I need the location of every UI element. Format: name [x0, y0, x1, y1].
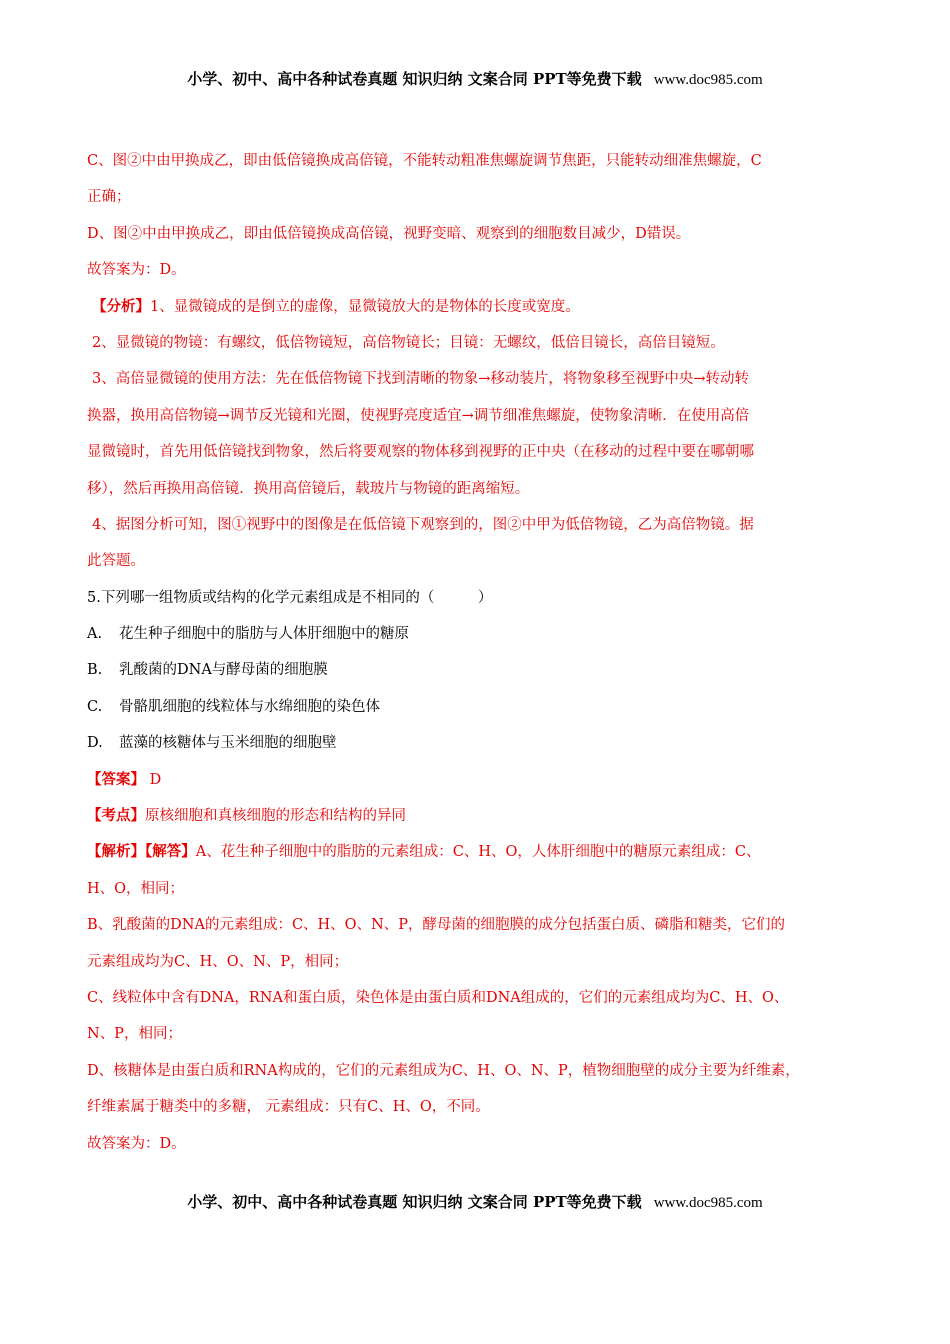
explanation-b-line1: B、乳酸菌的DNA的元素组成：C、H、O、N、P，酵母菌的细胞膜的成分包括蛋白质、磷脂和糖类，它们的: [87, 917, 786, 934]
header-banner-url[interactable]: www.doc985.com: [653, 72, 763, 88]
keypoint-text: 原核细胞和真核细胞的形态和结构的异同: [145, 808, 406, 825]
analysis-p3-line2: 换器，换用高倍物镜→调节反光镜和光圈，使视野亮度适宜→调节细准焦螺旋，使物象清晰．在使用高倍: [87, 407, 750, 424]
analysis-p3-line1: 3、高倍显微镜的使用方法：先在低倍物镜下找到清晰的物象→移动装片，将物象移至视野中央→转动转: [92, 371, 750, 388]
analysis-p1-text: 1、显微镜成的是倒立的虚像，显微镜放大的是物体的长度或宽度。: [150, 298, 580, 315]
option-a: [87, 616, 872, 652]
option-b-text: 乳酸菌的DNA与酵母菌的细胞膜: [119, 662, 328, 679]
prev-solution-c-line2: 正确；: [87, 189, 131, 206]
prev-solution-c-line1: C、图②中由甲换成乙，即由低倍镜换成高倍镜，不能转动粗准焦螺旋调节焦距，只能转动细准焦螺旋，C: [87, 153, 762, 169]
option-d-letter: D.: [87, 735, 103, 752]
prev-solution-answer: 故答案为：D。: [87, 262, 186, 279]
analysis-p1: [87, 289, 872, 325]
footer-banner-url[interactable]: www.doc985.com: [653, 1195, 763, 1211]
option-d-text: 蓝藻的核糖体与玉米细胞的细胞壁: [119, 735, 337, 752]
option-c-letter: C.: [87, 698, 103, 715]
explanation-c-line1: C、线粒体中含有DNA，RNA和蛋白质，染色体是由蛋白质和DNA组成的，它们的元素组成均为C、H、O、: [87, 989, 789, 1006]
header-banner: [0, 68, 950, 89]
explanation-a-line1: [87, 834, 872, 870]
analysis-p3-line3: 显微镜时，首先用低倍镜找到物象，然后将要观察的物体移到视野的正中央（在移动的过程中要在哪朝哪: [87, 444, 754, 461]
analysis-p2: 2、显微镜的物镜：有螺纹，低倍物镜短，高倍物镜长；目镜：无螺纹，低倍目镜长，高倍目镜短。: [92, 334, 725, 351]
option-a-text: 花生种子细胞中的脂肪与人体肝细胞中的糖原: [119, 626, 409, 643]
explanation-a-text: A、花生种子细胞中的脂肪的元素组成：C、H、O，人体肝细胞中的糖原元素组成：C、: [195, 844, 761, 861]
footer-banner-text: 小学、初中、高中各种试卷真题 知识归纳 文案合同 PPT等免费下载: [187, 1193, 642, 1211]
option-a-letter: A.: [87, 626, 103, 643]
answer-value: D: [145, 771, 162, 788]
explanation-d-line1: D、核糖体是由蛋白质和RNA构成的，它们的元素组成为C、H、O、N、P，植物细胞壁的成分主要为纤维素，: [87, 1062, 800, 1079]
option-d: [87, 725, 872, 761]
keypoint-tag: 【考点】: [87, 807, 145, 825]
option-c: [87, 689, 872, 725]
option-b: [87, 652, 872, 688]
analysis-p4-line1: 4、据图分析可知，图①视野中的图像是在低倍镜下观察到的，图②中甲为低倍物镜，乙为高倍物镜。据: [92, 516, 754, 533]
explanation-tag: 【解析】【解答】: [87, 843, 196, 861]
keypoint-line: [87, 798, 872, 834]
explanation-final: 故答案为：D。: [87, 1135, 186, 1152]
answer-line: [87, 762, 872, 798]
explanation-c-line2: N、P，相同；: [87, 1026, 182, 1043]
option-c-text: 骨骼肌细胞的线粒体与水绵细胞的染色体: [119, 698, 380, 715]
analysis-tag: 【分析】: [92, 297, 150, 315]
header-banner-text: 小学、初中、高中各种试卷真题 知识归纳 文案合同 PPT等免费下载: [187, 70, 642, 88]
footer-banner: [0, 1191, 950, 1212]
explanation-b-line2: 元素组成均为C、H、O、N、P，相同；: [87, 953, 349, 970]
explanation-d-line2: 纤维素属于糖类中的多糖， 元素组成：只有C、H、O，不同。: [87, 1099, 490, 1116]
explanation-a-line2: H、O，相同；: [87, 880, 185, 897]
analysis-p4-line2: 此答题。: [87, 553, 145, 570]
answer-tag: 【答案】: [87, 770, 145, 788]
option-b-letter: B.: [87, 662, 103, 679]
question-stem: 5.下列哪一组物质或结构的化学元素组成是不相同的（ ）: [87, 589, 493, 606]
prev-solution-d-line: D、图②中由甲换成乙，即由低倍镜换成高倍镜，视野变暗、观察到的细胞数目减少，D错误。: [87, 225, 691, 242]
document-body: [87, 143, 872, 1162]
analysis-p3-line4: 移），然后再换用高倍镜．换用高倍镜后，载玻片与物镜的距离缩短。: [87, 480, 530, 497]
